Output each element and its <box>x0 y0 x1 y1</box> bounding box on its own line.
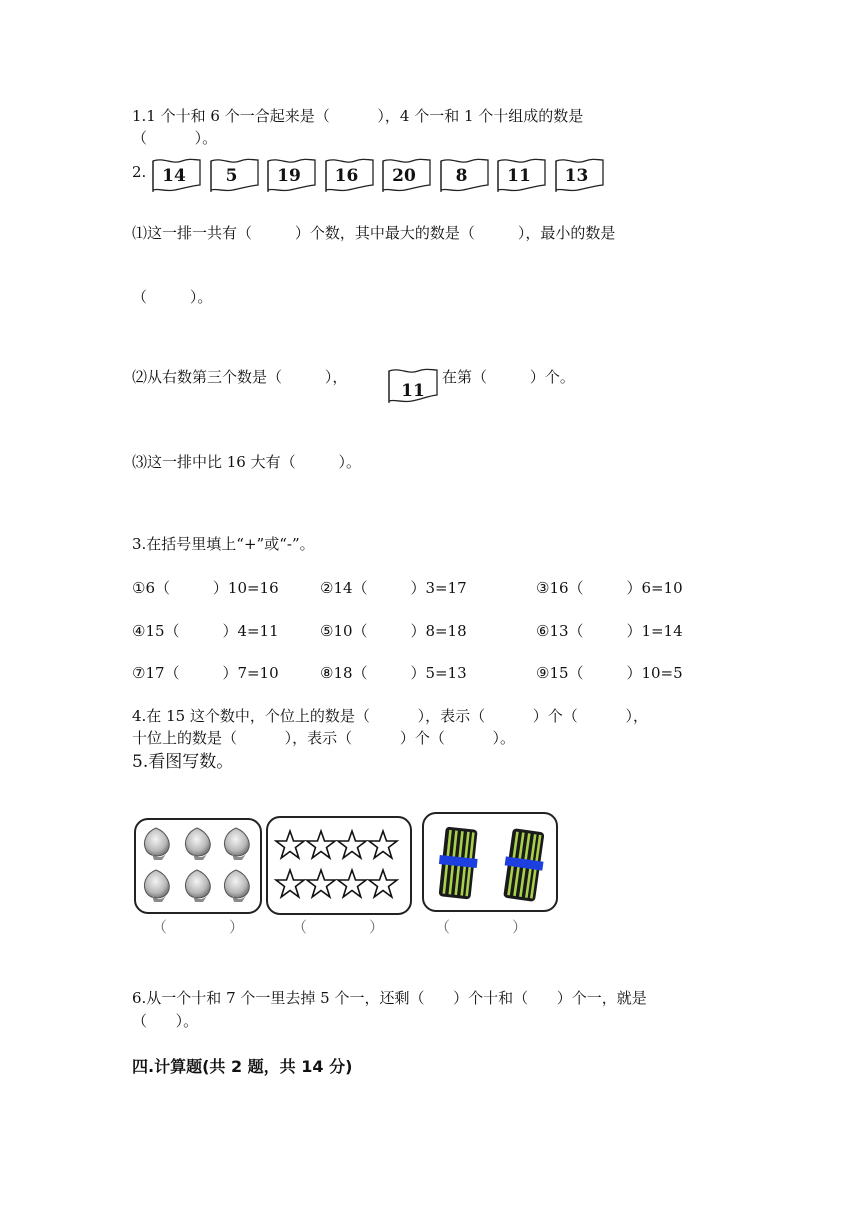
equation-2: ②14（ ）3=17 <box>320 579 467 597</box>
q1-line2: （ ）。 <box>132 129 218 147</box>
star-icon <box>276 870 304 897</box>
equation-7: ⑦17（ ）7=10 <box>132 664 279 682</box>
star-group <box>268 818 410 913</box>
stick-bundle-icon <box>436 826 481 900</box>
star-icon <box>338 831 366 858</box>
star-icon <box>338 870 366 897</box>
star-picture-box <box>266 816 412 915</box>
flag-number: 14 <box>162 166 186 186</box>
q4-line2: 十位上的数是（ ），表示（ ）个（ ）。 <box>132 729 516 747</box>
flag-number: 19 <box>277 166 301 186</box>
stick-bundle-picture-box <box>422 812 558 912</box>
q6-line1: 6.从一个十和 7 个一里去掉 5 个一，还剩（ ）个十和（ ）个一，就是 <box>132 989 647 1007</box>
equation-6: ⑥13（ ）1=14 <box>536 622 683 640</box>
number-flag <box>553 157 601 191</box>
star-icon <box>369 870 397 897</box>
q2-sub2-text: ⑵从右数第三个数是（ ）， <box>132 368 348 386</box>
flag-number: 11 <box>507 166 531 186</box>
star-icon <box>369 831 397 858</box>
equation-8: ⑧18（ ）5=13 <box>320 664 467 682</box>
equation-1: ①6（ ）10=16 <box>132 579 279 597</box>
q4-line1: 4.在 15 这个数中，个位上的数是（ ），表示（ ）个（ ）， <box>132 707 648 725</box>
flag-number: 20 <box>392 166 416 186</box>
number-flag <box>438 157 486 191</box>
peach-icon <box>144 870 169 902</box>
flag-number: 16 <box>334 166 359 186</box>
answer-blank-3: （ ） <box>435 918 527 936</box>
number-flag <box>380 157 428 191</box>
number-flag-eleven <box>386 366 440 406</box>
flag-number: 8 <box>455 166 468 186</box>
number-flag <box>208 157 256 191</box>
peach-icon <box>144 828 169 860</box>
answer-blank-1: （ ） <box>152 918 244 936</box>
equation-4: ④15（ ）4=11 <box>132 622 279 640</box>
q1-line1: 1.1 个十和 6 个一合起来是（ ），4 个一和 1 个十组成的数是 <box>132 107 584 125</box>
number-flag <box>150 157 198 191</box>
flag-number: 13 <box>564 166 589 186</box>
section-heading: 四.计算题(共 2 题，共 14 分) <box>132 1057 353 1076</box>
peach-icon <box>224 870 249 902</box>
stick-bundle-icon <box>500 828 547 903</box>
star-icon <box>307 831 335 858</box>
number-flag <box>495 157 543 191</box>
peach-icon <box>185 870 210 902</box>
peach-icon <box>185 828 210 860</box>
q2-sub1-line2: （ ）。 <box>132 288 213 306</box>
equation-9: ⑨15（ ）10=5 <box>536 664 683 682</box>
stick-bundle-group <box>424 814 556 910</box>
q2-sub2-text-end: 在第（ ）个。 <box>442 368 575 386</box>
flag-number: 11 <box>401 381 425 401</box>
q2-label: 2. <box>132 163 147 181</box>
peach-group <box>136 820 260 912</box>
q2-sub3-text: ⑶这一排中比 16 大有（ ）。 <box>132 453 362 471</box>
number-flag <box>265 157 313 191</box>
number-flag <box>323 157 371 191</box>
q5-title: 5.看图写数。 <box>132 752 234 772</box>
q2-sub1-line1: ⑴这一排一共有（ ）个数，其中最大的数是（ ），最小的数是 <box>132 224 616 242</box>
equation-3: ③16（ ）6=10 <box>536 579 683 597</box>
answer-blank-2: （ ） <box>292 918 384 936</box>
flag-number: 5 <box>225 166 238 186</box>
star-icon <box>307 870 335 897</box>
q3-title: 3.在括号里填上“+”或“-”。 <box>132 535 315 553</box>
star-icon <box>276 831 304 858</box>
equation-5: ⑤10（ ）8=18 <box>320 622 467 640</box>
peach-picture-box <box>134 818 262 914</box>
peach-icon <box>224 828 249 860</box>
q6-line2: （ ）。 <box>132 1012 199 1030</box>
